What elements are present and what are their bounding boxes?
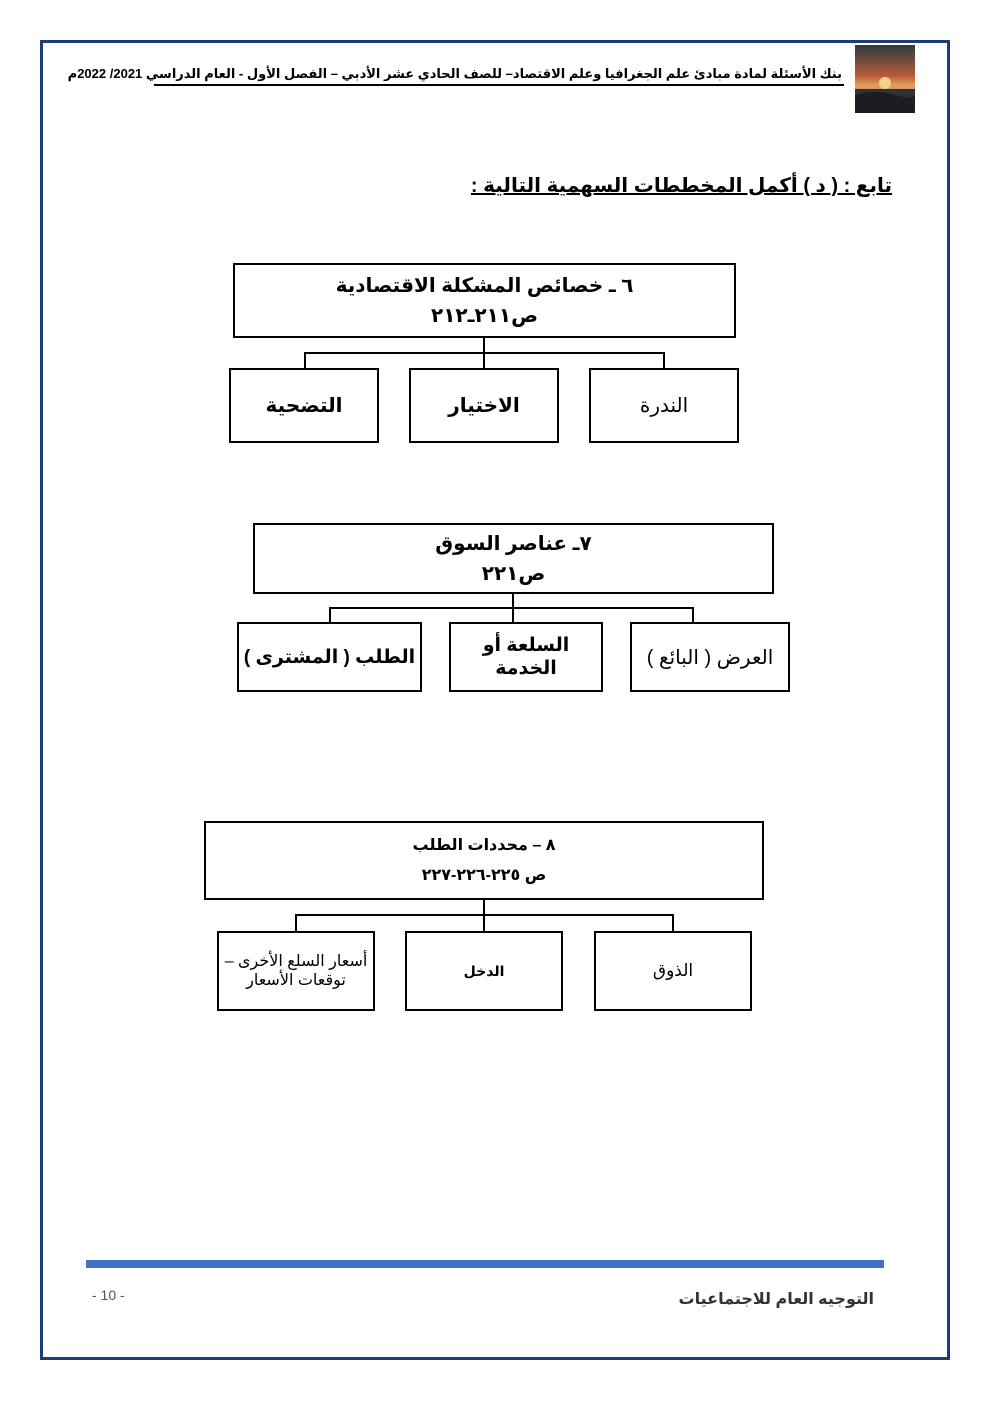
- diagram6-pages: ص٢١١ـ٢١٢: [431, 304, 538, 327]
- diagram7-item-goods: السلعة أو الخدمة: [449, 622, 603, 692]
- header-logo-image: [855, 45, 915, 113]
- footer-bar: [86, 1260, 884, 1268]
- header-underline: [154, 84, 844, 86]
- page-border: [40, 40, 950, 1360]
- diagram8-title: ٨ – محددات الطلب: [412, 836, 556, 854]
- diagram6-drop-left: [304, 352, 306, 369]
- diagram7-item-demand: الطلب ( المشترى ): [237, 622, 422, 692]
- diagram8-drop-mid: [483, 914, 485, 932]
- diagram6-item-scarcity: الندرة: [589, 368, 739, 443]
- footer-organization: التوجيه العام للاجتماعيات: [678, 1291, 874, 1308]
- diagram7-pages: ص٢٢١: [481, 562, 546, 585]
- section-title: تابع : ( د ) أكمل المخططات السهمية التالية :: [470, 175, 892, 197]
- diagram7-drop-mid: [512, 607, 514, 623]
- diagram6-head-box: [233, 263, 736, 338]
- diagram6-title: ٦ ـ خصائص المشكلة الاقتصادية: [335, 274, 634, 297]
- diagram6-drop-right: [663, 352, 665, 369]
- diagram8-item-prices: أسعار السلع الأخرى – توقعات الأسعار: [217, 931, 375, 1011]
- diagram7-drop-right: [692, 607, 694, 623]
- diagram6-drop-mid: [483, 352, 485, 369]
- diagram6-item-sacrifice: التضحية: [229, 368, 379, 443]
- diagram8-stem: [483, 900, 485, 915]
- header-title: بنك الأسئلة لمادة مبادئ علم الجغرافيا وعلم الاقتصاد– للصف الحادي عشر الأدبي – الفصل الأول - العام الدراسي 2021/ 2022م: [67, 66, 842, 81]
- diagram7-title: ٧ـ عناصر السوق: [435, 532, 592, 555]
- diagram8-item-taste: الذوق: [594, 931, 752, 1011]
- diagram8-drop-left: [295, 914, 297, 932]
- diagram7-head-box: [253, 523, 774, 594]
- diagram6-stem: [483, 338, 485, 353]
- diagram7-stem: [512, 594, 514, 608]
- diagram6-item-choice: الاختيار: [409, 368, 559, 443]
- diagram8-item-income: الدخل: [405, 931, 563, 1011]
- diagram8-drop-right: [672, 914, 674, 932]
- diagram8-pages: ص ٢٢٥-٢٢٦-٢٢٧: [421, 866, 547, 884]
- diagram7-drop-left: [329, 607, 331, 623]
- page-number: - 10 -: [92, 1287, 125, 1303]
- diagram7-item-supply: العرض ( البائع ): [630, 622, 790, 692]
- diagram8-head-box: [204, 821, 764, 900]
